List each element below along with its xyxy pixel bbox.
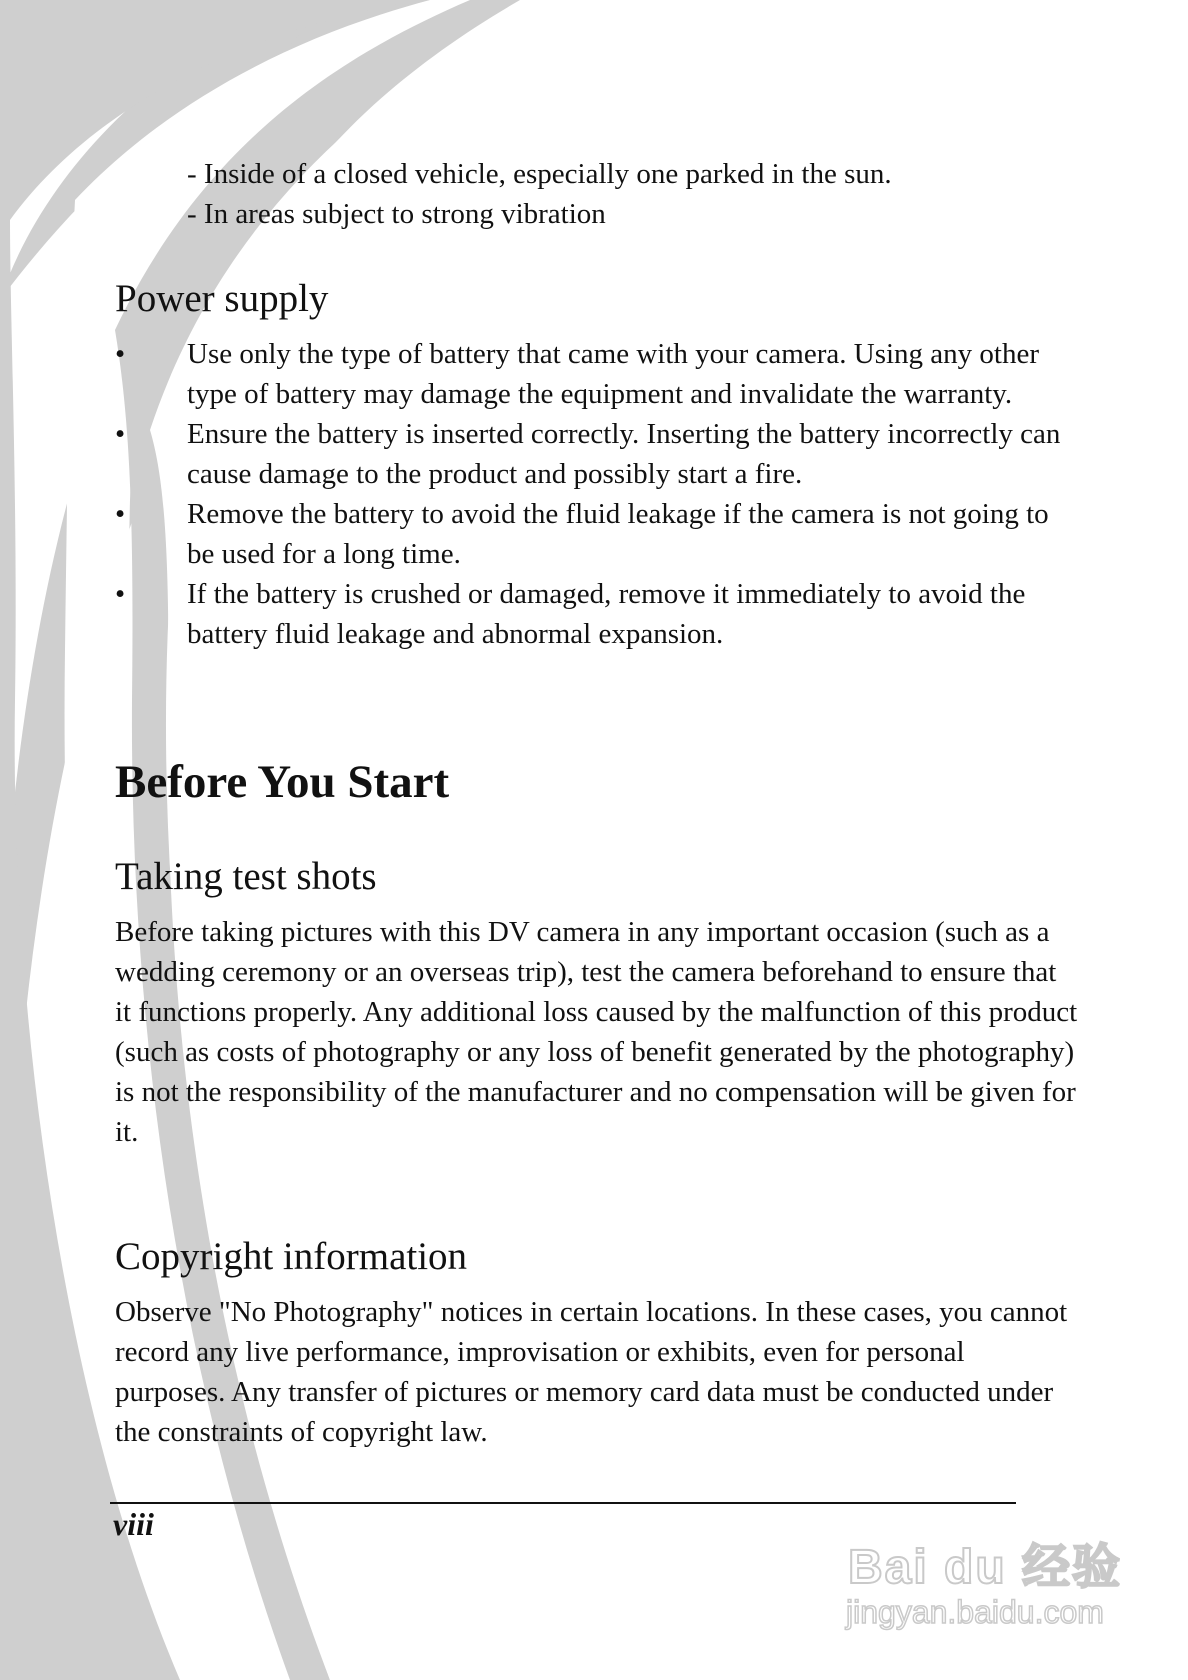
list-item — [115, 574, 1078, 654]
power-supply-list — [115, 334, 1078, 654]
copyright-body: Observe "No Photography" notices in certain locations. In these cases, you cannot record any live performance, improvisation or exhibits, even for personal purposes. Any transfer of pictures or memory card data must be conducted under the constraints of copyright law. — [115, 1296, 1068, 1448]
bullet-icon: • — [115, 338, 126, 370]
watermark-url: jingyan.baidu.com — [846, 1594, 1104, 1630]
footer-divider — [110, 1502, 1016, 1504]
power-supply-heading: Power supply — [115, 277, 329, 320]
taking-test-shots-heading: Taking test shots — [115, 855, 377, 898]
intro-dash-list — [115, 154, 1078, 234]
bullet-icon: • — [115, 578, 126, 610]
copyright-heading: Copyright information — [115, 1235, 468, 1278]
page-number: viii — [113, 1506, 154, 1542]
dash-item: - In areas subject to strong vibration — [187, 198, 606, 230]
list-item-text: Remove the battery to avoid the fluid leakage if the camera is not going to be used for a long time. — [187, 498, 1049, 570]
dash-item: - Inside of a closed vehicle, especially one parked in the sun. — [187, 158, 892, 190]
list-item-text: Use only the type of battery that came with your camera. Using any other type of battery may damage the equipment and invalidate the warranty. — [187, 338, 1040, 410]
baidu-watermark-logo: Bai du 经验 — [848, 1541, 1123, 1594]
list-item — [115, 414, 1078, 494]
list-item — [115, 334, 1078, 414]
bullet-icon: • — [115, 498, 126, 530]
list-item-text: If the battery is crushed or damaged, remove it immediately to avoid the battery fluid leakage and abnormal expansion. — [187, 578, 1026, 650]
section-title: Before You Start — [115, 756, 450, 808]
list-item — [115, 494, 1078, 574]
list-item-text: Ensure the battery is inserted correctly. Inserting the battery incorrectly can cause damage to the product and possibly start a fire. — [187, 418, 1061, 490]
taking-test-shots-body: Before taking pictures with this DV camera in any important occasion (such as a wedding ceremony or an overseas trip), test the camera beforehand to ensure that it functions properly. Any additional loss caused by the malfunction of this product (such as costs of photography or any loss of benefit generated by the photography) is not the responsibility of the manufacturer and no compensation will be given for it. — [115, 916, 1078, 1148]
bullet-icon: • — [115, 418, 126, 450]
